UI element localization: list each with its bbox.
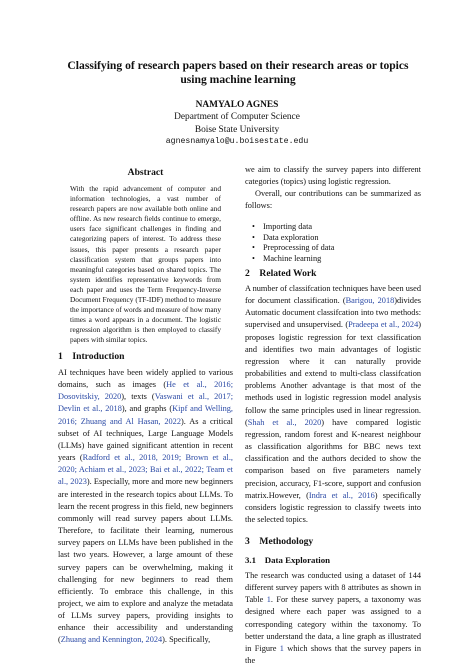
- contributions-lead-text: Overall, our contributions can be summarized as follows:: [245, 189, 421, 211]
- paper-title: Classifying of research papers based on their research areas or topics using machine learning: [67, 59, 409, 86]
- list-item: • Preprocessing of data: [251, 243, 421, 254]
- related-work-paragraph: [245, 283, 421, 526]
- paragraph-text: ). Specifically,: [162, 635, 211, 645]
- paragraph-text: AI techniques have been widely applied to various domains, such as images (: [58, 368, 233, 390]
- contribution-intro-paragraph: [245, 164, 421, 213]
- citation-link[interactable]: 1: [266, 595, 271, 605]
- data-exploration-heading: 3.1 Data Exploration: [245, 555, 331, 565]
- paragraph-text: ). As a critical subset of AI techniques, Large Language Models (LLMs) have gained significant attention in recent years (: [58, 416, 233, 463]
- author-department: Department of Computer Science: [174, 112, 300, 123]
- introduction-heading: 1 Introduction: [58, 351, 125, 362]
- paragraph-text: )divides Automatic document classifcation into two methods: supervised and unsupervised. (: [245, 296, 421, 330]
- paragraph-text: ), and graphs (: [121, 404, 173, 414]
- related-work-heading: 2 Related Work: [245, 268, 317, 279]
- citation-link[interactable]: Indra et al., 2016: [308, 490, 375, 500]
- paragraph-text: The research was conducted using a dataset of 144 different survey papers with 8 attributes as shown in Table: [245, 571, 421, 605]
- citation-link[interactable]: Shah et al., 2020: [247, 417, 322, 427]
- paragraph-text: ) specifically considers logistic regression to classify tweets into the selected topics.: [245, 490, 421, 524]
- citation-link[interactable]: He et al., 2016; Dosovitskiy, 2020: [58, 380, 234, 402]
- contributions-list: [251, 222, 421, 264]
- paragraph-text: which shows that the survey papers in the: [245, 643, 421, 666]
- paragraph-text: ), texts (: [121, 392, 155, 402]
- list-item: • Importing data: [251, 222, 421, 233]
- aim-text: we aim to classify the survey papers into different categories (topics) using logistic regression.: [245, 165, 421, 187]
- citation-link[interactable]: Zhuang and Kennington, 2024: [60, 635, 163, 645]
- author-university: Boise State University: [194, 124, 280, 135]
- citation-link[interactable]: 1: [279, 643, 284, 653]
- paragraph-text: A number of classifcation techniques have been used for document classification. (: [245, 284, 421, 306]
- citation-link[interactable]: Vaswani et al., 2017; Devlin et al., 2018: [58, 392, 233, 414]
- list-item: • Data exploration: [251, 233, 421, 244]
- citation-link[interactable]: Kipf and Welling, 2016; Zhuang and Al Hasan, 2022: [58, 404, 234, 426]
- author-name: NAMYALO AGNES: [195, 100, 279, 110]
- data-exploration-paragraph: [245, 570, 421, 667]
- author-block: [100, 99, 374, 148]
- citation-link[interactable]: Pradeepa et al., 2024: [348, 320, 419, 330]
- methodology-heading: 3 Methodology: [245, 536, 314, 547]
- citation-link[interactable]: Radford et al., 2018, 2019; Brown et al., 2020; Achiam et al., 2023; Bai et al., 2022; Team et al., 2023: [58, 453, 234, 487]
- paragraph-text: ). Especially, more and more new beginners are interested in the research topics about LLMs. To learn the recent progress in this field, new beginners commonly will read survey papers about LLMs. Therefore, to facilitate their learning, numerous survey papers on LLMs have been published in the last two years. However, a large amount of these survey papers can be overwhelming, making it challenging for new beginners to read them efficiently. To embrace this challenge, in this project, we aim to explore and analyze the metadata of LLMs survey papers, providing insights to enhance their accessibility and understanding (: [58, 477, 233, 645]
- paragraph-text: . For these survey papers, a taxonomy was designed where each paper was assigned to a corresponding category within the taxonomy. To better understand the data, a line graph as illustrated in Figure: [245, 595, 421, 653]
- introduction-paragraph: [58, 367, 233, 647]
- paragraph-text: ) proposes logistic regression for text classification and identifies two main advantages of logistic regression where it can naturally provide probabilities and extend to multi-class classifcation problems Another advantage is that most of the methods used in logistic regression model analysis follow the same principles used in linear regression. (: [245, 320, 421, 427]
- citation-link[interactable]: Barigou, 2018: [345, 296, 395, 306]
- abstract-text: With the rapid advancement of computer and information technologies, a vast number of research papers are now available both online and offline. As new research fields continue to emerge, users face significant challenges in finding and categorizing papers of interest. To address these issues, this paper presents a research paper classification system that groups papers into meaningful categories based on shared topics. The system identifies representative keywords from each paper and uses the Term Frequency-Inverse Document Frequency (TF-IDF) method to measure the importance of words and measure of how many times a word appears in a document. The logistic regression algorithm is then employed to classify papers with similar topics.: [70, 184, 221, 345]
- paragraph-text: ) have compared logistic regression, random forest and K-nearest neighbour as classification algorithms for BBC news text classification and the authors decided to show the comparison based on five parameters namely precision, accuracy, F1-score, support and confusion matrix.However, (: [245, 417, 421, 500]
- abstract-heading: Abstract: [127, 167, 164, 178]
- list-item: • Machine learning: [251, 254, 421, 265]
- author-email: agnesnamyalo@u.boisestate.edu: [165, 136, 309, 146]
